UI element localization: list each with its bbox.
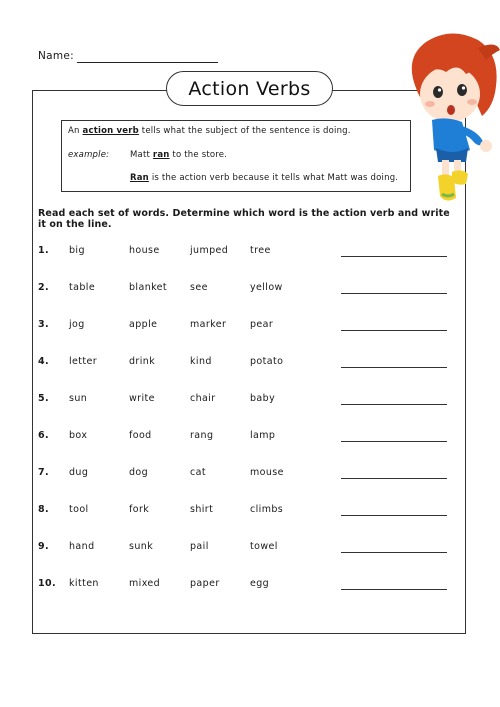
question-row <box>0 430 500 446</box>
word-choice: pail <box>190 541 209 552</box>
word-choice: dug <box>69 467 89 478</box>
word-choice: box <box>69 430 88 441</box>
word-choice: mouse <box>250 467 284 478</box>
word-choice: drink <box>129 356 156 367</box>
word-choice: kind <box>190 356 212 367</box>
answer-line[interactable] <box>341 330 447 331</box>
name-write-line[interactable] <box>77 62 218 63</box>
word-choice: hand <box>69 541 95 552</box>
word-choice: pear <box>250 319 274 330</box>
question-row <box>0 467 500 483</box>
question-row <box>0 319 500 335</box>
example-verb: ran <box>152 150 170 160</box>
cartoon-girl-illustration <box>396 28 500 206</box>
example-pre: Matt <box>130 150 153 160</box>
question-row <box>0 541 500 557</box>
page-title <box>166 71 333 106</box>
word-choice: climbs <box>250 504 284 515</box>
word-choice: jog <box>69 319 85 330</box>
word-choice: shirt <box>190 504 214 515</box>
question-row <box>0 282 500 298</box>
example-label: example: <box>68 150 110 160</box>
answer-line[interactable] <box>341 293 447 294</box>
word-choice: sunk <box>129 541 154 552</box>
answer-line[interactable] <box>341 404 447 405</box>
explanation-verb: Ran <box>130 173 149 183</box>
explanation-post: is the action verb because it tells what Matt was doing. <box>148 173 399 183</box>
word-choice: blanket <box>129 282 168 293</box>
word-choice: baby <box>250 393 276 404</box>
word-choice: yellow <box>250 282 283 293</box>
word-choice: potato <box>250 356 284 367</box>
question-number: 7. <box>38 467 50 478</box>
word-choice: lamp <box>250 430 276 441</box>
definition-term: action verb <box>82 126 139 136</box>
word-choice: big <box>69 245 85 256</box>
question-row <box>0 245 500 261</box>
word-choice: egg <box>250 578 270 589</box>
definition-line <box>68 126 351 136</box>
word-choice: marker <box>190 319 227 330</box>
word-choice: kitten <box>69 578 99 589</box>
question-row <box>0 578 500 594</box>
word-choice: apple <box>129 319 158 330</box>
answer-line[interactable] <box>341 552 447 553</box>
question-number: 3. <box>38 319 50 330</box>
question-row <box>0 504 500 520</box>
word-choice: paper <box>190 578 220 589</box>
question-row <box>0 393 500 409</box>
word-choice: chair <box>190 393 216 404</box>
answer-line[interactable] <box>341 256 447 257</box>
answer-line[interactable] <box>341 515 447 516</box>
answer-line[interactable] <box>341 478 447 479</box>
word-choice: table <box>69 282 96 293</box>
answer-line[interactable] <box>341 441 447 442</box>
example-sentence <box>130 150 227 160</box>
question-number: 1. <box>38 245 50 256</box>
word-choice: dog <box>129 467 149 478</box>
word-choice: jumped <box>190 245 229 256</box>
question-number: 6. <box>38 430 50 441</box>
definition-pre: An <box>68 126 83 136</box>
name-label: Name: <box>38 50 75 62</box>
word-choice: food <box>129 430 152 441</box>
answer-line[interactable] <box>341 367 447 368</box>
word-choice: cat <box>190 467 206 478</box>
word-choice: tree <box>250 245 271 256</box>
word-choice: see <box>190 282 208 293</box>
answer-line[interactable] <box>341 589 447 590</box>
word-choice: write <box>129 393 155 404</box>
word-choice: sun <box>69 393 88 404</box>
instructions: Read each set of words. Determine which word is the action verb and write it on the line. <box>38 208 450 230</box>
question-number: 5. <box>38 393 50 404</box>
question-number: 4. <box>38 356 50 367</box>
word-choice: towel <box>250 541 278 552</box>
word-choice: tool <box>69 504 89 515</box>
page-title-text: Action Verbs <box>188 77 311 100</box>
word-choice: rang <box>190 430 214 441</box>
word-choice: letter <box>69 356 98 367</box>
question-number: 8. <box>38 504 50 515</box>
word-choice: fork <box>129 504 150 515</box>
question-row <box>0 356 500 372</box>
question-number: 10. <box>38 578 57 589</box>
question-number: 9. <box>38 541 50 552</box>
example-post: to the store. <box>169 150 228 160</box>
question-number: 2. <box>38 282 50 293</box>
word-choice: mixed <box>129 578 161 589</box>
definition-post: tells what the subject of the sentence is doing. <box>138 126 351 136</box>
word-choice: house <box>129 245 160 256</box>
example-explanation <box>130 173 398 183</box>
